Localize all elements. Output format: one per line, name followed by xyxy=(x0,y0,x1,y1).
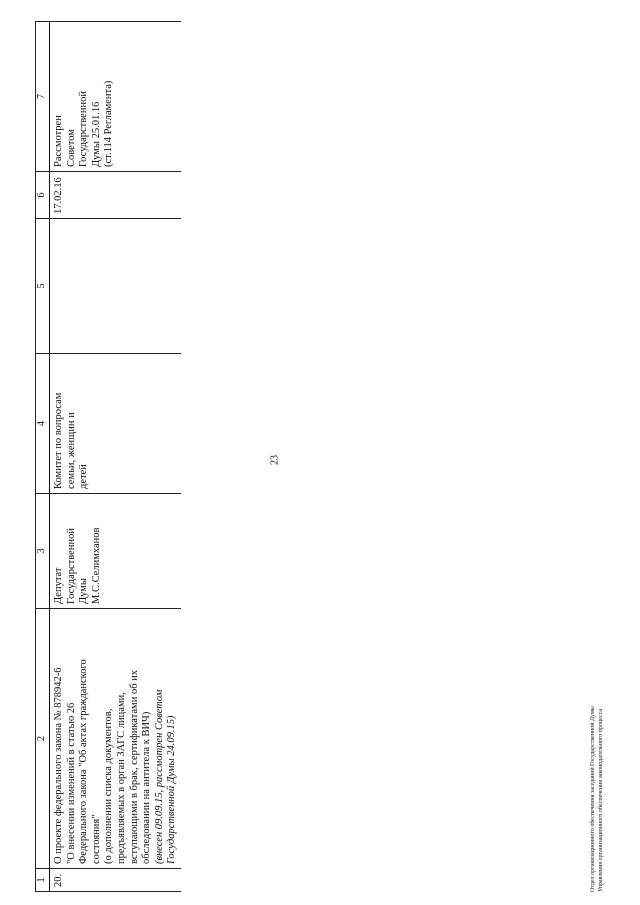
initiator-line: М.С.Селимханов xyxy=(90,527,102,604)
committee-cell xyxy=(50,354,181,494)
status-line: Государственной xyxy=(78,91,90,167)
status-cell xyxy=(50,22,181,172)
bill-title-line: обследовании на антитела к ВИЧ) xyxy=(141,711,153,864)
bill-title-line: "О внесении изменений в статью 26 xyxy=(65,702,77,864)
column-number: 2 xyxy=(36,609,50,869)
row-number: 20. xyxy=(50,869,181,892)
column-5-cell xyxy=(50,219,181,354)
column-number: 4 xyxy=(36,354,50,494)
bill-note-line: Государственной Думы 24.09.15) xyxy=(166,715,178,864)
bills-table xyxy=(35,21,181,892)
initiator-line: Думы xyxy=(78,578,90,604)
bill-title-line: предъявляемых в орган ЗАГС лицами, xyxy=(115,692,127,864)
bill-note-line: (внесен 09.09.15, рассмотрен Советом xyxy=(153,689,165,864)
column-number: 3 xyxy=(36,494,50,609)
page-number: 23 xyxy=(269,455,281,465)
committee-line: детей xyxy=(78,464,90,489)
footer-line: Управления организационного обеспечения законодательного процесса xyxy=(597,708,604,892)
footer-line: Отдел организационного обеспечения заседаний Государственной Думы xyxy=(590,706,596,892)
bill-title-line: (о дополнении списка документов, xyxy=(103,708,115,864)
status-line: Думы 25.01.16 xyxy=(90,101,102,167)
column-number-row xyxy=(36,22,50,892)
bill-title-line: Федерального закона "Об актах гражданского xyxy=(78,659,90,864)
status-line: Советом xyxy=(65,129,77,167)
document-sheet xyxy=(35,12,615,892)
column-number: 7 xyxy=(36,22,50,172)
initiator-line: Депутат xyxy=(53,567,64,604)
footer xyxy=(590,192,605,892)
initiator-line: Государственной xyxy=(65,528,77,604)
initiator-cell xyxy=(50,494,181,609)
column-number: 5 xyxy=(36,219,50,354)
status-line: (ст.114 Регламента) xyxy=(103,80,115,167)
date-cell: 17.02.16 xyxy=(50,172,181,219)
status-line: Рассмотрен xyxy=(53,115,64,167)
bill-title-line: вступающими в брак, сертификатами об их xyxy=(128,669,140,864)
table-row xyxy=(50,22,181,892)
column-number: 6 xyxy=(36,172,50,219)
bill-title-line: состояния" xyxy=(90,814,102,864)
bill-title-cell xyxy=(50,609,181,869)
committee-line: Комитет по вопросам xyxy=(53,392,64,489)
column-number: 1 xyxy=(36,869,50,892)
committee-line: семьи, женщин и xyxy=(65,412,77,489)
bill-title-line: О проекте федерального закона № 878942-6 xyxy=(53,667,64,864)
